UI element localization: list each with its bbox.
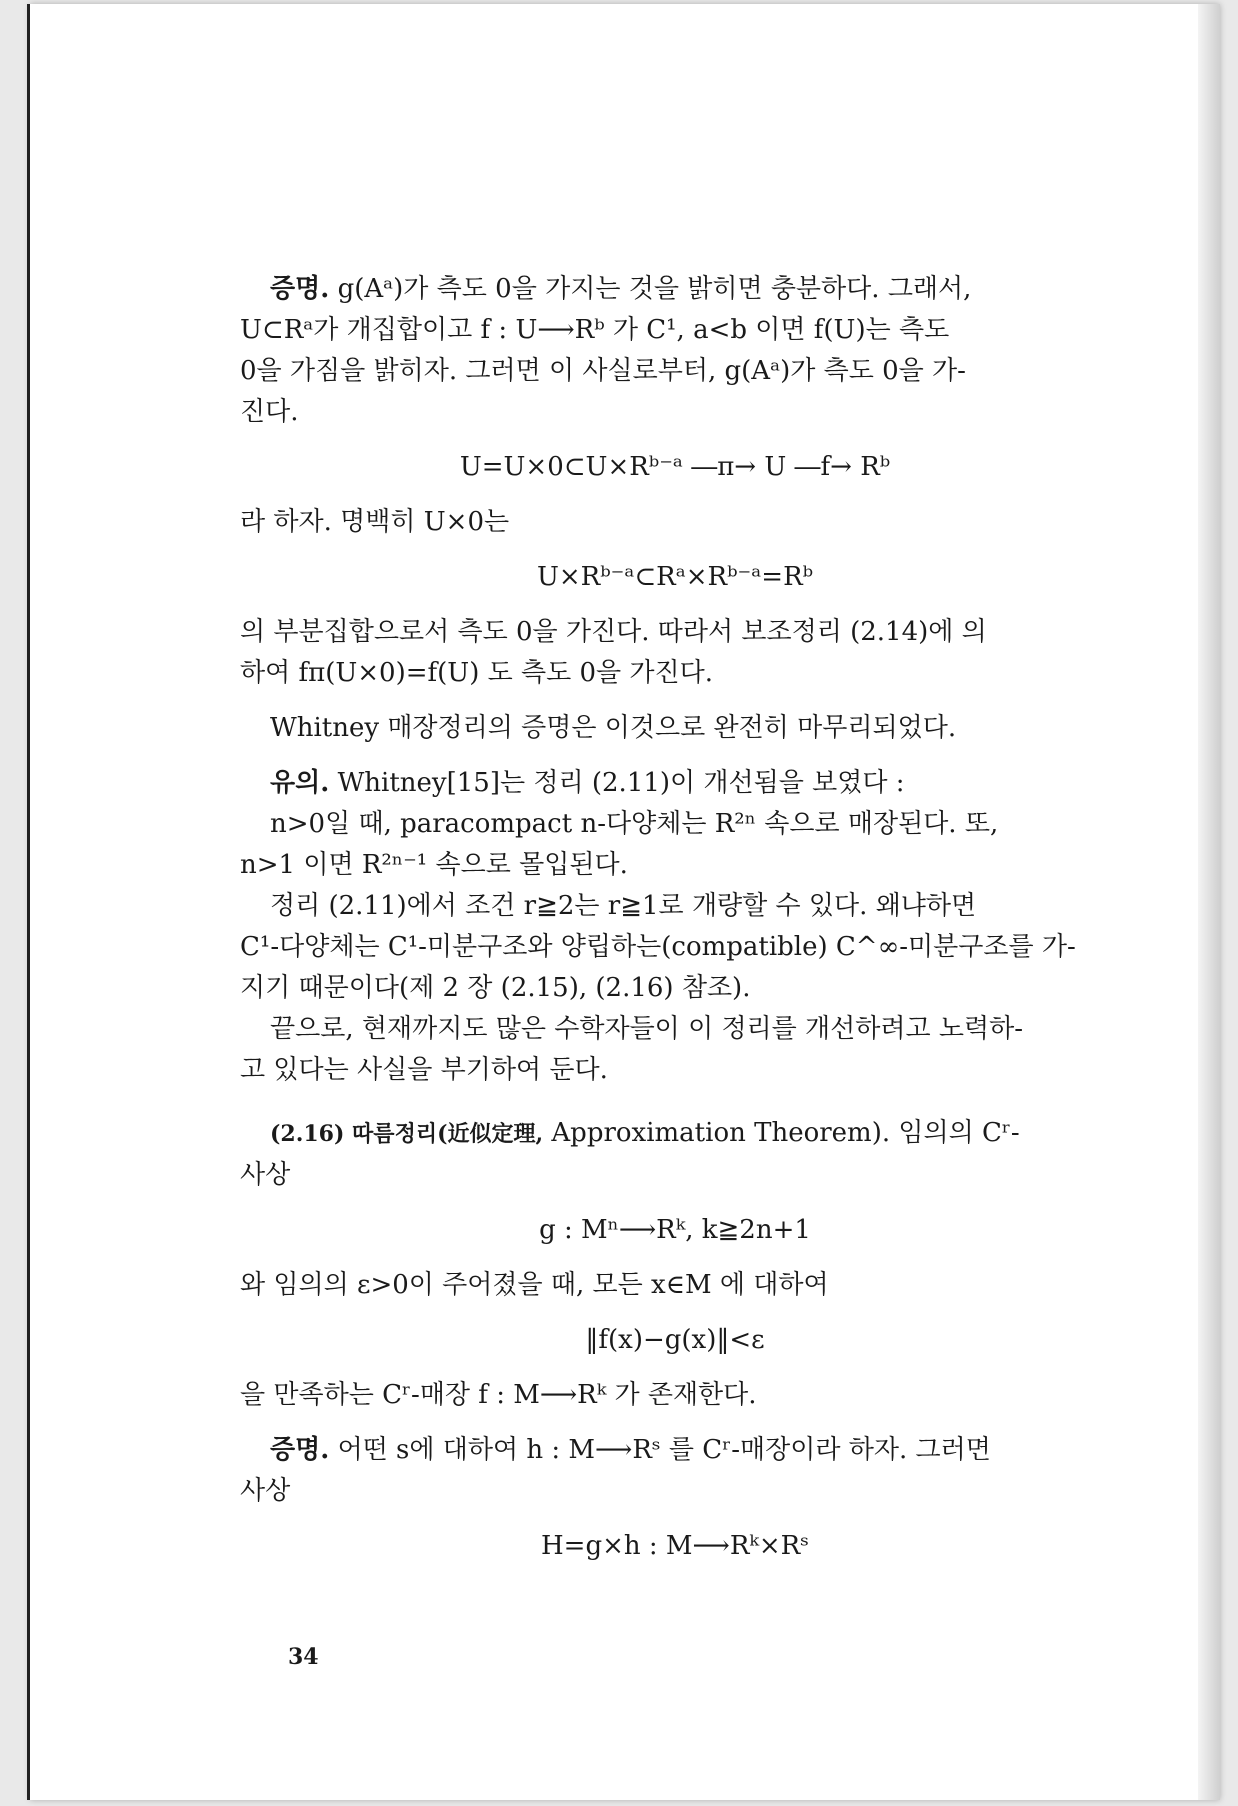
proof1-line3: 0을 가짐을 밝히자. 그러면 이 사실로부터, g(Aᵃ)가 측도 0을 가- <box>240 356 966 386</box>
proof1-label: 증명. <box>270 274 330 304</box>
proof1-line1-text: g(Aᵃ)가 측도 0을 가지는 것을 밝히면 충분하다. 그래서, <box>337 274 972 304</box>
remark-line7: 끝으로, 현재까지도 많은 수학자들이 이 정리를 개선하려고 노력하- <box>270 1014 1024 1044</box>
proof1-line4: 진다. <box>240 397 299 427</box>
proof2-line2: 사상 <box>240 1476 291 1506</box>
proof1-line2: U⊂Rᵃ가 개집합이고 f : U⟶Rᵇ 가 C¹, a<b 이면 f(U)는 측도 <box>240 315 950 345</box>
page-body <box>240 269 1110 1581</box>
remark-line2: n>0일 때, paracompact n-다양체는 R²ⁿ 속으로 매장된다. 또, <box>270 809 999 839</box>
equation-2: U×Rᵇ⁻ᵃ⊂Rᵃ×Rᵇ⁻ᵃ=Rᵇ <box>536 562 814 592</box>
theorem-line1 <box>240 1113 1110 1155</box>
book-page <box>30 4 1220 1800</box>
page-edge-shadow <box>1198 4 1220 1800</box>
remark-line4: 정리 (2.11)에서 조건 r≧2는 r≧1로 개량할 수 있다. 왜냐하면 <box>270 891 977 921</box>
theorem-label: (2.16) 따름정리(近似定理, <box>270 1121 544 1147</box>
text-1: 라 하자. 명백히 U×0는 <box>240 507 510 537</box>
equation-4: ‖f(x)−g(x)‖<ε <box>585 1325 765 1355</box>
text-4: 와 임의의 ε>0이 주어졌을 때, 모든 x∈M 에 대하여 <box>240 1270 829 1300</box>
equation-3: g : Mⁿ⟶Rᵏ, k≧2n+1 <box>539 1215 811 1245</box>
proof1-line1 <box>240 269 1110 310</box>
equation-1: U=U×0⊂U×Rᵇ⁻ᵃ ―π→ U ―f→ Rᵇ <box>459 452 891 482</box>
theorem-line1-text: Approximation Theorem). 임의의 Cʳ- <box>551 1118 1020 1148</box>
remark-label: 유의. <box>270 768 330 798</box>
equation-5: H=g×h : M⟶Rᵏ×Rˢ <box>541 1531 809 1561</box>
remark-line3: n>1 이면 R²ⁿ⁻¹ 속으로 몰입된다. <box>240 850 628 880</box>
proof2-line1-text: 어떤 s에 대하여 h : M⟶Rˢ 를 Cʳ-매장이라 하자. 그러면 <box>337 1435 991 1465</box>
text-3: Whitney 매장정리의 증명은 이것으로 완전히 마무리되었다. <box>270 713 957 743</box>
text-2-line2: 하여 fπ(U×0)=f(U) 도 측도 0을 가진다. <box>240 658 714 688</box>
proof2-line1 <box>240 1430 1110 1471</box>
theorem-line2: 사상 <box>240 1160 291 1190</box>
proof2-label: 증명. <box>270 1435 330 1465</box>
remark-line5: C¹-다양체는 C¹-미분구조와 양립하는(compatible) C^∞-미분구조를 가- <box>240 932 1076 962</box>
remark-line1-text: Whitney[15]는 정리 (2.11)이 개선됨을 보였다 : <box>337 768 905 798</box>
text-5: 을 만족하는 Cʳ-매장 f : M⟶Rᵏ 가 존재한다. <box>240 1380 757 1410</box>
page-number: 34 <box>288 1644 319 1670</box>
remark-line1 <box>240 763 1110 804</box>
remark-line6: 지기 때문이다(제 2 장 (2.15), (2.16) 참조). <box>240 973 751 1003</box>
remark-line8: 고 있다는 사실을 부기하여 둔다. <box>240 1055 608 1085</box>
text-2-line1: 의 부분집합으로서 측도 0을 가진다. 따라서 보조정리 (2.14)에 의 <box>240 617 987 647</box>
